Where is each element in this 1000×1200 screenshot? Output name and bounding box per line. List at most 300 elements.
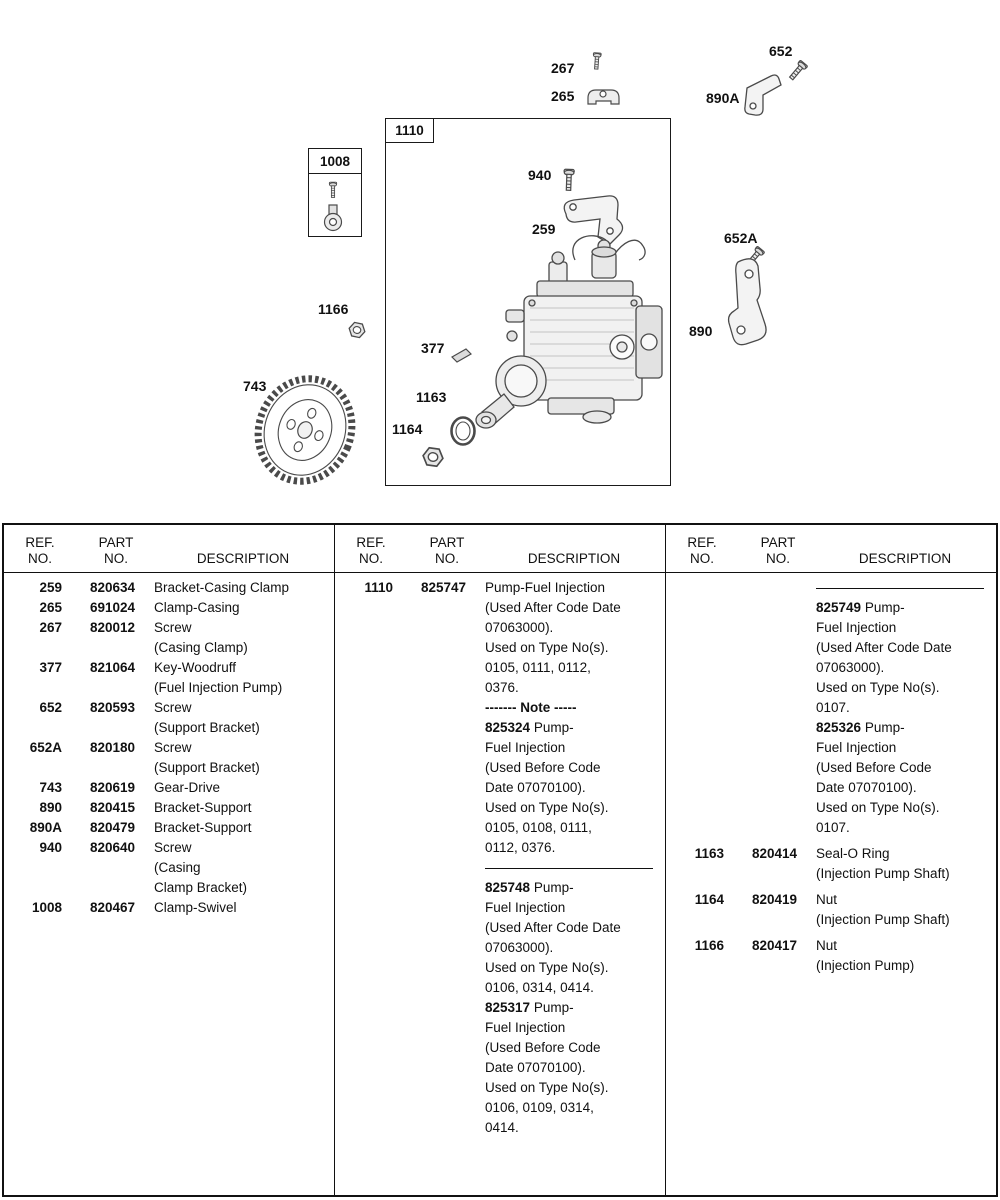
- screw-267-icon: [592, 53, 601, 70]
- part-no-cell: 691024: [90, 600, 136, 615]
- description-cell: Screw: [154, 620, 192, 635]
- ref-no-cell: [335, 1038, 393, 1058]
- table-row: [335, 838, 665, 858]
- description-cell: 07063000).: [816, 660, 885, 675]
- table-row: [335, 798, 665, 818]
- diagram-label-265: 265: [551, 88, 575, 104]
- clamp-swivel-icon: [325, 205, 342, 231]
- description-cell: 07063000).: [485, 620, 554, 635]
- table-row: [335, 638, 665, 658]
- description-cell: Nut: [816, 892, 838, 907]
- ref-no-cell: 652: [39, 700, 62, 715]
- ref-no-cell: [666, 598, 724, 618]
- ref-no-cell: [335, 718, 393, 738]
- part-no-cell: [62, 638, 154, 658]
- diagram-label-1008: 1008: [308, 148, 362, 174]
- table-header: [335, 525, 665, 573]
- part-no-cell: [724, 638, 816, 658]
- table-row: [4, 718, 334, 738]
- diagram-label-1110: 1110: [385, 118, 434, 143]
- ref-no-cell: [666, 758, 724, 778]
- ref-no-cell: [666, 798, 724, 818]
- description-cell: Clamp Bracket): [154, 880, 248, 895]
- table-row: [335, 578, 665, 598]
- ref-no-cell: 652A: [29, 740, 62, 755]
- ref-no-cell: [335, 798, 393, 818]
- ref-no-cell: [335, 658, 393, 678]
- description-cell: Date 07070100).: [485, 780, 586, 795]
- diagram-label-1164: 1164: [392, 421, 423, 437]
- description-cell: Used on Type No(s).: [485, 640, 609, 655]
- table-col-3-body: [666, 573, 996, 1195]
- parts-entry-652A: [4, 738, 334, 778]
- description-cell: 0106, 0109, 0314,: [485, 1100, 594, 1115]
- table-row: [666, 818, 996, 838]
- parts-entry-1166: [666, 936, 996, 976]
- ref-no-cell: [666, 818, 724, 838]
- part-no-cell: [393, 1098, 485, 1118]
- description-cell: Clamp-Casing: [154, 600, 240, 615]
- ref-no-cell: [4, 878, 62, 898]
- table-row: [335, 738, 665, 758]
- description-cell: Gear-Drive: [154, 780, 221, 795]
- parts-entry-743: [4, 778, 334, 798]
- diagram-label-267: 267: [551, 60, 575, 76]
- ref-no-cell: 1164: [694, 892, 724, 907]
- description-cell: Nut: [816, 938, 838, 953]
- table-row: [335, 1098, 665, 1118]
- ref-no-cell: 940: [39, 840, 62, 855]
- part-no-cell: [62, 858, 154, 878]
- part-no-cell: [393, 998, 485, 1018]
- description-cell: (Fuel Injection Pump): [154, 680, 283, 695]
- diagram-label-890: 890: [689, 323, 713, 339]
- part-no-cell: [393, 598, 485, 618]
- description-header: DESCRIPTION: [527, 551, 621, 566]
- table-row: [4, 898, 334, 918]
- table-col-1-body: [4, 573, 334, 1195]
- table-row: [4, 578, 334, 598]
- part-no-cell: [393, 858, 485, 878]
- ref-no-cell: [335, 1098, 393, 1118]
- ref-no-cell: [335, 818, 393, 838]
- part-no-cell: 820012: [90, 620, 136, 635]
- part-no-cell: [62, 718, 154, 738]
- description-cell: (Used Before Code: [485, 760, 601, 775]
- table-row: [666, 598, 996, 618]
- part-no-cell: [393, 698, 485, 718]
- screw-940-icon: [563, 169, 574, 190]
- description-cell: 07063000).: [485, 940, 554, 955]
- description-cell: 825748 Pump-: [485, 880, 574, 895]
- ref-no-cell: [335, 958, 393, 978]
- diagram-label-652A: 652A: [724, 230, 758, 246]
- table-row: [335, 678, 665, 698]
- part-no-cell: [393, 938, 485, 958]
- ref-no-cell: [335, 778, 393, 798]
- ref-no-cell: [335, 698, 393, 718]
- table-row: [335, 978, 665, 998]
- clamp-265-icon: [588, 90, 619, 104]
- table-row: [4, 878, 334, 898]
- table-row: [4, 758, 334, 778]
- table-row: [666, 936, 996, 956]
- description-cell: 0105, 0111, 0112,: [485, 660, 591, 675]
- description-cell: 825324 Pump-: [485, 720, 574, 735]
- part-no-cell: [393, 1078, 485, 1098]
- table-col-3: [665, 525, 996, 1195]
- ref-no-cell: [4, 718, 62, 738]
- parts-entry-1163: [666, 844, 996, 884]
- bracket-890-icon: [729, 259, 767, 345]
- description-cell: Bracket-Support: [154, 800, 252, 815]
- ref-no-cell: [666, 578, 724, 598]
- part-no-cell: 820619: [90, 780, 136, 795]
- part-no-cell: [393, 978, 485, 998]
- part-no-cell: [393, 798, 485, 818]
- table-row: [335, 1018, 665, 1038]
- part-no-header: PART NO.: [98, 535, 134, 566]
- part-no-cell: [724, 698, 816, 718]
- table-row: [335, 1038, 665, 1058]
- description-cell: (Used After Code Date: [816, 640, 952, 655]
- description-cell: Bracket-Support: [154, 820, 252, 835]
- ref-no-cell: [335, 898, 393, 918]
- description-cell: Screw: [154, 740, 192, 755]
- ref-no-cell: 1166: [694, 938, 724, 953]
- description-cell: Used on Type No(s).: [816, 680, 940, 695]
- description-cell: (Injection Pump Shaft): [816, 912, 950, 927]
- part-no-cell: 820479: [90, 820, 136, 835]
- ref-no-cell: [335, 1078, 393, 1098]
- table-row: [666, 844, 996, 864]
- ref-no-cell: [666, 778, 724, 798]
- ref-no-header: REF. NO.: [687, 535, 717, 566]
- part-no-cell: [724, 956, 816, 976]
- description-cell: ------- Note -----: [485, 700, 577, 715]
- diagram-label-743: 743: [243, 378, 267, 394]
- part-no-cell: [393, 878, 485, 898]
- parts-entry-890A: [4, 818, 334, 838]
- pump-illustration: [476, 236, 662, 428]
- part-no-cell: [393, 1038, 485, 1058]
- table-row: [335, 818, 665, 838]
- description-cell: Used on Type No(s).: [816, 800, 940, 815]
- description-cell: 0414.: [485, 1120, 519, 1135]
- table-row: [335, 898, 665, 918]
- table-col-2-body: [335, 573, 665, 1195]
- table-row: [666, 618, 996, 638]
- table-row: [335, 658, 665, 678]
- part-no-cell: 820640: [90, 840, 136, 855]
- diagram-label-890A: 890A: [706, 90, 740, 106]
- description-cell: 0376.: [485, 680, 519, 695]
- ref-no-cell: [335, 978, 393, 998]
- nut-1166-icon: [348, 322, 367, 339]
- part-no-cell: 820415: [90, 800, 136, 815]
- part-no-cell: [393, 918, 485, 938]
- description-cell: Date 07070100).: [816, 780, 917, 795]
- part-no-cell: [724, 778, 816, 798]
- ref-no-cell: [335, 838, 393, 858]
- part-no-cell: [724, 718, 816, 738]
- description-cell: Fuel Injection: [816, 620, 897, 635]
- part-no-cell: [724, 864, 816, 884]
- parts-entry: [666, 578, 996, 838]
- ref-no-cell: [666, 698, 724, 718]
- part-no-cell: [724, 598, 816, 618]
- description-cell: (Support Bracket): [154, 720, 260, 735]
- description-cell: 0112, 0376.: [485, 840, 556, 855]
- table-row: [335, 778, 665, 798]
- table-row: [335, 1118, 665, 1138]
- ref-no-cell: [4, 858, 62, 878]
- diagram-label-652: 652: [769, 43, 793, 59]
- part-no-cell: 820417: [752, 938, 798, 953]
- ref-no-cell: [335, 1058, 393, 1078]
- parts-table: [2, 523, 998, 1197]
- table-row: [666, 738, 996, 758]
- ref-no-cell: [335, 738, 393, 758]
- section-divider: [485, 868, 653, 878]
- ref-no-cell: [666, 678, 724, 698]
- table-row: [666, 864, 996, 884]
- table-col-2: [334, 525, 665, 1195]
- ref-no-cell: [4, 758, 62, 778]
- table-row: [4, 598, 334, 618]
- part-no-cell: [393, 678, 485, 698]
- table-row: [335, 958, 665, 978]
- description-cell: (Support Bracket): [154, 760, 260, 775]
- table-row: [335, 858, 665, 878]
- ref-no-cell: [666, 658, 724, 678]
- ref-no-cell: 1163: [694, 846, 724, 861]
- part-no-cell: 820593: [90, 700, 136, 715]
- description-header: DESCRIPTION: [858, 551, 952, 566]
- table-row: [335, 718, 665, 738]
- description-cell: 825326 Pump-: [816, 720, 905, 735]
- ref-no-cell: [666, 738, 724, 758]
- table-row: [666, 758, 996, 778]
- part-no-cell: [724, 758, 816, 778]
- table-row: [335, 918, 665, 938]
- description-cell: [816, 578, 996, 598]
- ref-no-cell: [335, 678, 393, 698]
- part-no-header: PART NO.: [760, 535, 796, 566]
- table-row: [335, 758, 665, 778]
- table-row: [666, 718, 996, 738]
- ref-no-cell: [666, 956, 724, 976]
- diagram-label-940: 940: [528, 167, 552, 183]
- part-no-cell: [724, 578, 816, 598]
- parts-entry-890: [4, 798, 334, 818]
- diagram-label-377: 377: [421, 340, 445, 356]
- screw-652-icon: [788, 60, 808, 81]
- description-cell: Key-Woodruff: [154, 660, 237, 675]
- parts-entry-940: [4, 838, 334, 898]
- description-cell: (Injection Pump): [816, 958, 915, 973]
- part-no-cell: 820467: [90, 900, 136, 915]
- description-cell: Used on Type No(s).: [485, 800, 609, 815]
- description-cell: 0107.: [816, 700, 850, 715]
- description-cell: 825749 Pump-: [816, 600, 905, 615]
- screw-1008-icon: [329, 182, 336, 197]
- table-row: [666, 578, 996, 598]
- part-no-cell: 821064: [90, 660, 136, 675]
- table-row: [666, 638, 996, 658]
- part-no-cell: [62, 878, 154, 898]
- table-row: [666, 678, 996, 698]
- part-no-cell: [724, 818, 816, 838]
- table-row: [335, 598, 665, 618]
- parts-entry-1110: [335, 578, 665, 1138]
- ref-no-header: REF. NO.: [25, 535, 55, 566]
- description-cell: Fuel Injection: [485, 900, 566, 915]
- part-no-cell: [393, 658, 485, 678]
- part-no-cell: [62, 678, 154, 698]
- part-no-cell: [724, 618, 816, 638]
- part-no-cell: [393, 898, 485, 918]
- ref-no-cell: 267: [39, 620, 62, 635]
- description-cell: Pump-Fuel Injection: [485, 580, 606, 595]
- section-divider: [816, 588, 984, 598]
- diagram-label-1166: 1166: [318, 301, 349, 317]
- description-cell: Seal-O Ring: [816, 846, 890, 861]
- ref-no-cell: 890: [39, 800, 62, 815]
- ref-no-cell: [335, 858, 393, 878]
- parts-entry-259: [4, 578, 334, 598]
- description-cell: 825317 Pump-: [485, 1000, 574, 1015]
- table-row: [666, 658, 996, 678]
- table-row: [4, 798, 334, 818]
- ref-no-cell: [4, 638, 62, 658]
- table-row: [4, 838, 334, 858]
- nut-1164-icon: [422, 447, 444, 467]
- table-row: [666, 890, 996, 910]
- part-no-cell: [62, 758, 154, 778]
- part-no-cell: 820180: [90, 740, 136, 755]
- description-cell: 0107.: [816, 820, 850, 835]
- part-no-cell: [393, 738, 485, 758]
- part-no-cell: [393, 778, 485, 798]
- diagram-label-259: 259: [532, 221, 556, 237]
- parts-entry-267: [4, 618, 334, 658]
- description-header: DESCRIPTION: [196, 551, 290, 566]
- table-header: [4, 525, 334, 573]
- ref-no-cell: [4, 678, 62, 698]
- ref-no-cell: 259: [39, 580, 62, 595]
- table-row: [335, 618, 665, 638]
- ref-no-cell: 890A: [29, 820, 62, 835]
- table-row: [4, 818, 334, 838]
- ref-no-header: REF. NO.: [356, 535, 386, 566]
- bracket-890A-icon: [745, 75, 781, 115]
- table-row: [4, 638, 334, 658]
- description-cell: Fuel Injection: [816, 740, 897, 755]
- part-no-cell: [724, 678, 816, 698]
- ref-no-cell: [335, 618, 393, 638]
- part-no-cell: [393, 1058, 485, 1078]
- description-cell: Used on Type No(s).: [485, 1080, 609, 1095]
- diagram-label-1163: 1163: [416, 389, 447, 405]
- table-row: [335, 698, 665, 718]
- table-row: [666, 910, 996, 930]
- parts-entry-1164: [666, 890, 996, 930]
- description-cell: (Casing: [154, 860, 201, 875]
- part-no-cell: [724, 798, 816, 818]
- table-row: [4, 778, 334, 798]
- description-cell: Clamp-Swivel: [154, 900, 237, 915]
- table-row: [335, 1058, 665, 1078]
- part-no-cell: [724, 738, 816, 758]
- part-no-cell: 820414: [752, 846, 798, 861]
- ref-no-cell: [666, 864, 724, 884]
- ref-no-cell: [335, 918, 393, 938]
- parts-diagram: [0, 0, 1000, 520]
- table-row: [4, 738, 334, 758]
- bracket-259-icon: [564, 196, 622, 244]
- description-cell: Bracket-Casing Clamp: [154, 580, 290, 595]
- description-cell: (Casing Clamp): [154, 640, 248, 655]
- o-ring-1163-icon: [452, 418, 475, 445]
- description-cell: 0106, 0314, 0414.: [485, 980, 594, 995]
- description-cell: (Injection Pump Shaft): [816, 866, 950, 881]
- ref-no-cell: 1110: [364, 580, 393, 595]
- ref-no-cell: 1008: [31, 900, 62, 915]
- description-cell: Fuel Injection: [485, 740, 566, 755]
- part-no-cell: [393, 1018, 485, 1038]
- ref-no-cell: [666, 718, 724, 738]
- table-row: [666, 778, 996, 798]
- description-cell: Screw: [154, 840, 192, 855]
- description-cell: Date 07070100).: [485, 1060, 586, 1075]
- description-cell: (Used Before Code: [485, 1040, 601, 1055]
- table-row: [335, 938, 665, 958]
- ref-no-cell: [666, 910, 724, 930]
- part-no-cell: 820419: [752, 892, 798, 907]
- table-row: [4, 618, 334, 638]
- ref-no-cell: 743: [39, 780, 62, 795]
- parts-entry-1008: [4, 898, 334, 918]
- ref-no-cell: [335, 638, 393, 658]
- table-row: [335, 878, 665, 898]
- part-no-header: PART NO.: [429, 535, 465, 566]
- ref-no-cell: [335, 598, 393, 618]
- description-cell: (Used After Code Date: [485, 600, 621, 615]
- part-no-cell: [393, 958, 485, 978]
- parts-entry-377: [4, 658, 334, 698]
- description-cell: (Used Before Code: [816, 760, 932, 775]
- table-header: [666, 525, 996, 573]
- part-no-cell: [393, 618, 485, 638]
- table-row: [4, 858, 334, 878]
- parts-entry-652: [4, 698, 334, 738]
- part-no-cell: [724, 910, 816, 930]
- table-row: [666, 698, 996, 718]
- description-cell: [485, 858, 665, 878]
- diagram-art: [0, 0, 1000, 520]
- description-cell: (Used After Code Date: [485, 920, 621, 935]
- part-no-cell: [393, 758, 485, 778]
- description-cell: Fuel Injection: [485, 1020, 566, 1035]
- part-no-cell: 820634: [90, 580, 136, 595]
- description-cell: Screw: [154, 700, 192, 715]
- ref-no-cell: [335, 1118, 393, 1138]
- table-row: [335, 998, 665, 1018]
- description-cell: 0105, 0108, 0111,: [485, 820, 592, 835]
- ref-no-cell: 265: [39, 600, 62, 615]
- ref-no-cell: [335, 878, 393, 898]
